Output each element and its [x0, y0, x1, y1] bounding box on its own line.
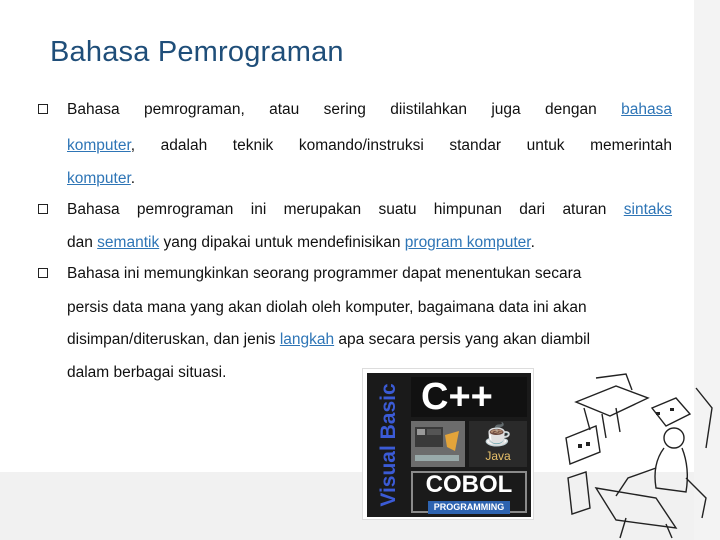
bullet-3-line-2 [67, 299, 672, 317]
bullet-2-line-2 [67, 234, 672, 252]
bullet-3-line-3 [67, 331, 672, 349]
text-run: atau [269, 101, 300, 118]
bullet-2-line-1 [67, 201, 672, 219]
screenshot-thumbnail-icon [411, 421, 465, 467]
text-run: adalah [160, 137, 208, 154]
link-semantik[interactable]: semantik [97, 234, 160, 251]
text-run: sering [323, 101, 366, 118]
programming-languages-logo [362, 368, 534, 520]
text-run: persis data mana yang akan diolah oleh komputer, bagaimana data ini akan [67, 299, 587, 316]
text-run: disimpan/diteruskan, dan jenis [67, 331, 280, 348]
cpp-logo: C++ [411, 377, 527, 417]
link-program-komputer[interactable]: program komputer [404, 234, 531, 251]
checkbox-bullet-icon [38, 268, 48, 278]
link-sintaks[interactable]: sintaks [623, 201, 672, 218]
bullet-3-line-1 [67, 265, 672, 283]
text-run: pemrograman, [143, 101, 245, 118]
text-run: Bahasa [67, 101, 120, 118]
person-at-computer-sketch-icon [556, 368, 720, 540]
text-run: apa secara persis yang akan diambil [334, 331, 591, 348]
visual-basic-strip [367, 373, 407, 517]
link-komputer[interactable]: komputer [67, 137, 131, 154]
text-run: komando/instruksi [298, 137, 424, 154]
java-label: Java [485, 449, 511, 463]
java-logo [469, 421, 527, 467]
text-run: untuk [526, 137, 565, 154]
coffee-cup-icon: ☕ [484, 422, 512, 447]
screenshot-tile [411, 421, 465, 467]
text-run: dalam berbagai situasi. [67, 364, 227, 381]
text-run: Bahasa pemrograman ini merupakan suatu himpunan dari aturan [67, 201, 607, 218]
link-langkah[interactable]: langkah [279, 331, 335, 348]
text-run: teknik [232, 137, 274, 154]
text-run: yang dipakai untuk mendefinisikan [159, 234, 405, 251]
text-run: . [530, 234, 535, 251]
cobol-label: COBOL [425, 471, 513, 498]
link-bahasa[interactable]: bahasa [621, 101, 672, 118]
bullet-1-line-3 [67, 170, 672, 188]
slide-title: Bahasa Pemrograman [50, 36, 344, 68]
bullet-1-line-1 [67, 101, 672, 119]
logo-panel [367, 373, 531, 517]
text-run: diistilahkan [390, 101, 467, 118]
text-run: , [130, 137, 136, 154]
link-komputer[interactable]: komputer [67, 170, 131, 187]
bullet-1-line-2 [67, 137, 672, 155]
text-run: memerintah [590, 137, 672, 154]
text-run: dan [67, 234, 98, 251]
text-run: dengan [545, 101, 597, 118]
cobol-programming-label: PROGRAMMING [428, 501, 511, 514]
checkbox-bullet-icon [38, 104, 48, 114]
cobol-logo [411, 471, 527, 513]
checkbox-bullet-icon [38, 204, 48, 214]
visual-basic-label: Visual Basic [377, 383, 400, 507]
text-run: juga [491, 101, 521, 118]
text-run: standar [449, 137, 502, 154]
text-run: . [130, 170, 136, 187]
text-run: Bahasa ini memungkinkan seorang programmer dapat menentukan secara [67, 265, 582, 282]
